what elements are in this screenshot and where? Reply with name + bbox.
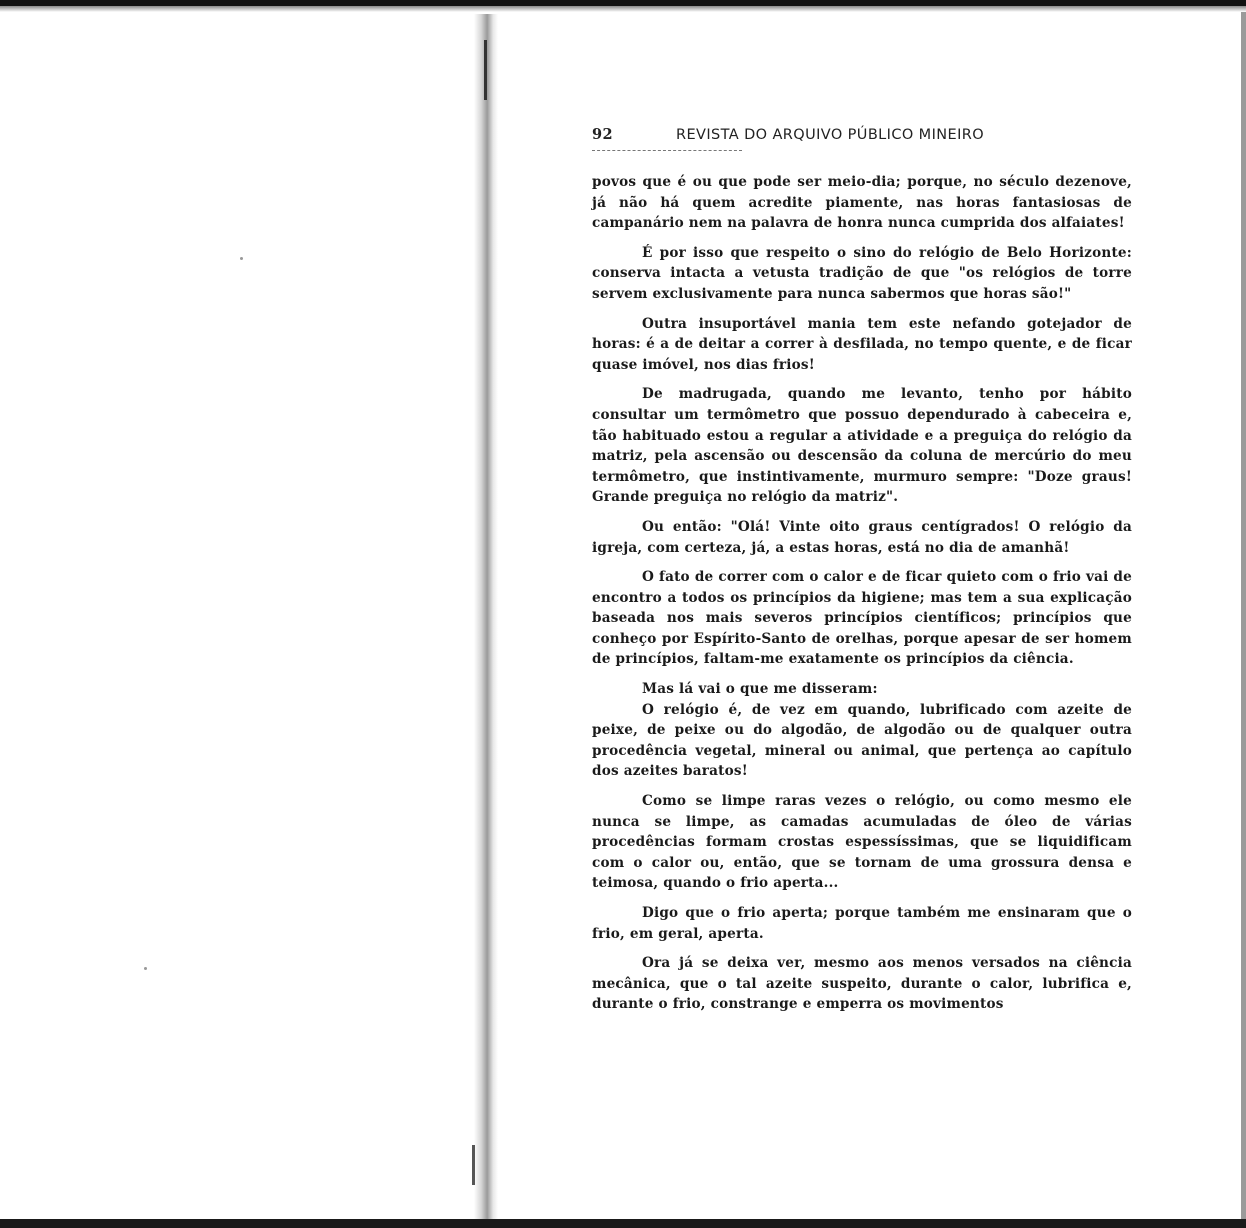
paragraph: É por isso que respeito o sino do relógio de Belo Horizonte: conserva intacta a vetusta tradição de que "os relógios de torre servem exclusivamente para nunca sabermos que horas são!" (592, 244, 1132, 302)
paragraph: Ora já se deixa ver, mesmo aos menos versados na ciência mecânica, que o tal azeite suspeito, durante o calor, lubrifica e, durante o frio, constrange e emperra os movimentos (592, 955, 1132, 1013)
paragraph: Outra insuportável mania tem este nefando gotejador de horas: é a de deitar a correr à desfilada, no tempo quente, e de ficar quase imóvel, nos dias frios! (592, 315, 1132, 373)
scan-bottom-edge (0, 1219, 1246, 1228)
scan-top-shadow (0, 6, 1246, 12)
scan-speck (240, 257, 243, 260)
gutter-mark (472, 1145, 475, 1185)
article-body (592, 172, 1132, 1015)
scan-speck (144, 967, 147, 970)
paragraph: De madrugada, quando me levanto, tenho por hábito consultar um termômetro que possuo dependurado à cabeceira e, tão habituado estou a regular a atividade e a preguiça do relógio da matriz, pela ascensão ou descensão da coluna de mercúrio do meu termômetro, que instintivamente, murmuro sempre: "Doze graus! Grande preguiça no relógio da matriz". (592, 386, 1132, 506)
paragraph: Digo que o frio aperta; porque também me ensinaram que o frio, em geral, aperta. (592, 905, 1132, 942)
paragraph: povos que é ou que pode ser meio-dia; porque, no século dezenove, já não há quem acredite piamente, nas horas fantasiosas de campanário nem na palavra de honra nunca cumprida dos alfaiates! (592, 174, 1132, 232)
page-number: 92 (592, 126, 613, 143)
gutter-mark (484, 40, 487, 100)
scan-right-edge (1241, 12, 1246, 1222)
page-header (592, 126, 1132, 148)
paragraph: Mas lá vai o que me disseram: (642, 681, 878, 698)
paragraph: O relógio é, de vez em quando, lubrificado com azeite de peixe, de peixe ou do algodão, de algodão ou de qualquer outra procedência vegetal, mineral ou animal, que pertença ao capítulo dos azeites baratos! (592, 701, 1132, 780)
running-title: REVISTA DO ARQUIVO PÚBLICO MINEIRO (676, 127, 985, 143)
header-rule (592, 150, 742, 152)
paragraph: O fato de correr com o calor e de ficar quieto com o frio vai de encontro a todos os princípios da higiene; mas tem a sua explicação baseada nos mais severos princípios científicos; princípios que conheço por Espírito-Santo de orelhas, porque apesar de ser homem de princípios, faltam-me exatamente os princípios da ciência. (592, 569, 1132, 668)
right-page (592, 126, 1132, 1024)
paragraph: Ou então: "Olá! Vinte oito graus centígrados! O relógio da igreja, com certeza, já, a estas horas, está no dia de amanhã! (592, 518, 1132, 556)
book-gutter (474, 14, 498, 1220)
paragraph: Como se limpe raras vezes o relógio, ou como mesmo ele nunca se limpe, as camadas acumuladas de óleo de várias procedências formam crostas espessíssimas, que se liquidificam com o calor ou, então, que se tornam de uma grossura densa e teimosa, quando o frio aperta... (592, 793, 1132, 892)
